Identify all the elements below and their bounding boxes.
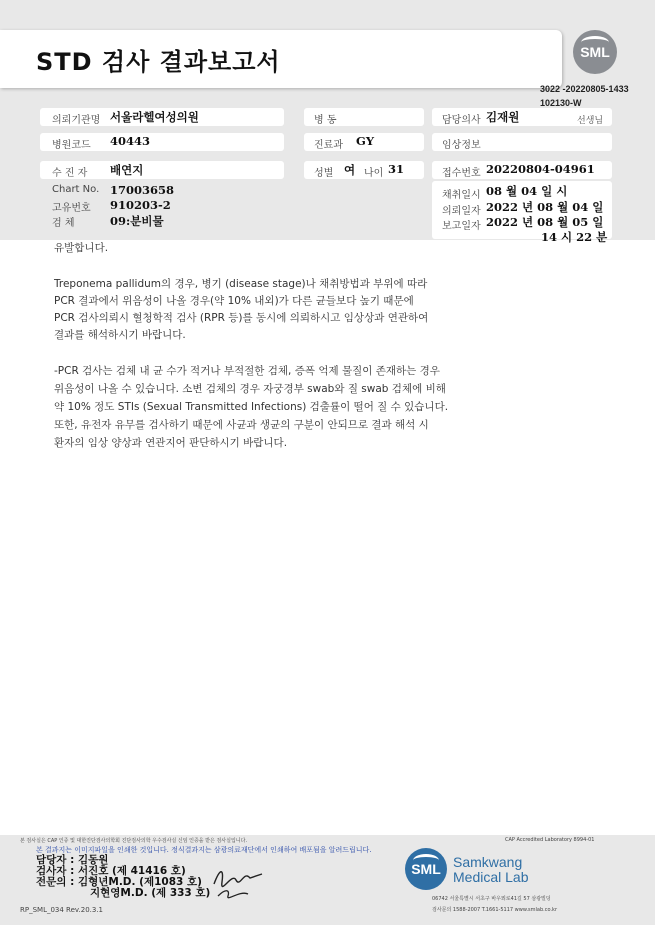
samkwang-logo-icon (405, 848, 447, 890)
cap-accreditation: CAP Accredited Laboratory 8994-01 (505, 837, 595, 843)
collect-date-value: 08 월 04 일 시 (486, 184, 568, 198)
body-line: 결과를 해석하시기 바랍니다. (54, 329, 186, 341)
report-number-line-1: 3022 -20220805-1433 (540, 84, 629, 94)
chart-no-value: 17003658 (110, 183, 175, 197)
body-line: 약 10% 정도 STIs (Sexual Transmitted Infections) 검출률이 떨어 질 수 있습니다. (54, 401, 449, 413)
age-label: 나이 (364, 168, 384, 179)
lab-address: 06742 서울특별시 서초구 바우뫼로41길 57 삼광빌딩 (432, 896, 551, 902)
sex-label: 성별 (314, 168, 334, 179)
specimen-label: 검 체 (52, 218, 75, 229)
body-line: PCR 검사의뢰시 혈청학적 검사 (RPR 등)를 동시에 의뢰하시고 임상상과 연관하여 (54, 312, 429, 324)
lab-name-line-2: Medical Lab (453, 869, 529, 885)
samkwang-logo-text: SML (411, 861, 441, 877)
doctor-label: 담당의사 (442, 115, 481, 126)
doctor-value: 김재원 (486, 110, 520, 124)
report-date-label: 보고일자 (442, 221, 481, 232)
hospital-code-label: 병원코드 (52, 140, 91, 151)
body-line: 환자의 임상 양상과 연관지어 판단하시기 바랍니다. (54, 437, 288, 449)
sml-logo-text: SML (580, 44, 610, 60)
page-title: STD 검사 결과보고서 (36, 48, 281, 76)
footer-notice: 본 결과지는 이미지파일을 인쇄한 것입니다. 정식결과지는 삼광의료재단에서 인쇄하여 배포됨을 알려드립니다. (36, 846, 372, 854)
examinee-label: 수 진 자 (52, 168, 88, 179)
body-line: PCR 결과에서 위음성이 나올 경우(약 10% 내외)가 다른 균들보다 높기 때문에 (54, 295, 414, 307)
report-number-line-2: 102130-W (540, 98, 582, 108)
report-date-value: 2022 년 08 월 05 일 (486, 215, 604, 229)
signature-icon (210, 862, 270, 902)
body-line: Treponema pallidum의 경우, 병기 (disease stage)나 채취방법과 부위에 따라 (54, 278, 428, 290)
receipt-no-value: 20220804-04961 (486, 162, 595, 176)
staff-line: 담당자 : 김동원 (36, 854, 109, 866)
institution-value: 서울라헬여성의원 (110, 110, 199, 124)
body-line: 위음성이 나올 수 있습니다. 소변 검체의 경우 자궁경부 swab와 질 swab 검체에 비해 (54, 383, 446, 395)
specimen-value: 09:분비물 (110, 214, 164, 228)
report-number (540, 82, 629, 110)
age-value: 31 (388, 162, 405, 176)
ward-label: 병 동 (314, 115, 337, 126)
request-date-value: 2022 년 08 월 04 일 (486, 200, 604, 214)
form-code: RP_SML_034 Rev.20.3.1 (20, 906, 103, 914)
lab-contact: 검사문의 1588-2007 T.1661-5117 www.smlab.co.kr (432, 907, 557, 913)
request-date-label: 의뢰일자 (442, 206, 481, 217)
body-line: 유발합니다. (54, 242, 109, 254)
receipt-no-label: 접수번호 (442, 168, 481, 179)
examinee-value: 배연지 (110, 163, 144, 177)
hospital-code-value: 40443 (110, 134, 151, 148)
unique-no-value: 910203-2 (110, 198, 171, 212)
staff-line: 전문의 : 김형년M.D. (제1083 호) (36, 876, 202, 888)
footer-fine-print: 본 검사실은 CAP 인증 및 대한진단검사의학회 진단검사의학 우수검사실 신임 인증을 받은 검사실입니다. (20, 838, 248, 844)
doctor-suffix: 선생님 (577, 116, 604, 126)
dept-value: GY (356, 134, 375, 148)
body-line: -PCR 검사는 검체 내 균 수가 적거나 부적절한 검체, 증폭 억제 물질이 존재하는 경우 (54, 365, 440, 377)
lab-name (453, 855, 529, 885)
dept-label: 진료과 (314, 140, 343, 151)
collect-date-label: 채취일시 (442, 190, 481, 201)
body-line: 또한, 유전자 유무를 검사하기 때문에 사균과 생균의 구분이 안되므로 결과 해석 시 (54, 419, 429, 431)
unique-no-label: 고유번호 (52, 203, 91, 214)
report-time-value: 14 시 22 분 (541, 230, 608, 244)
sml-logo-icon (573, 30, 617, 74)
lab-name-line-1: Samkwang (453, 854, 523, 870)
staff-line: 지현영M.D. (제 333 호) (90, 887, 211, 899)
chart-no-label: Chart No. (52, 184, 100, 195)
institution-label: 의뢰기관명 (52, 115, 101, 126)
staff-line: 검사자 : 서진호 (제 41416 호) (36, 865, 186, 877)
clinical-info-label: 임상정보 (442, 140, 481, 151)
sex-value: 여 (344, 163, 356, 177)
